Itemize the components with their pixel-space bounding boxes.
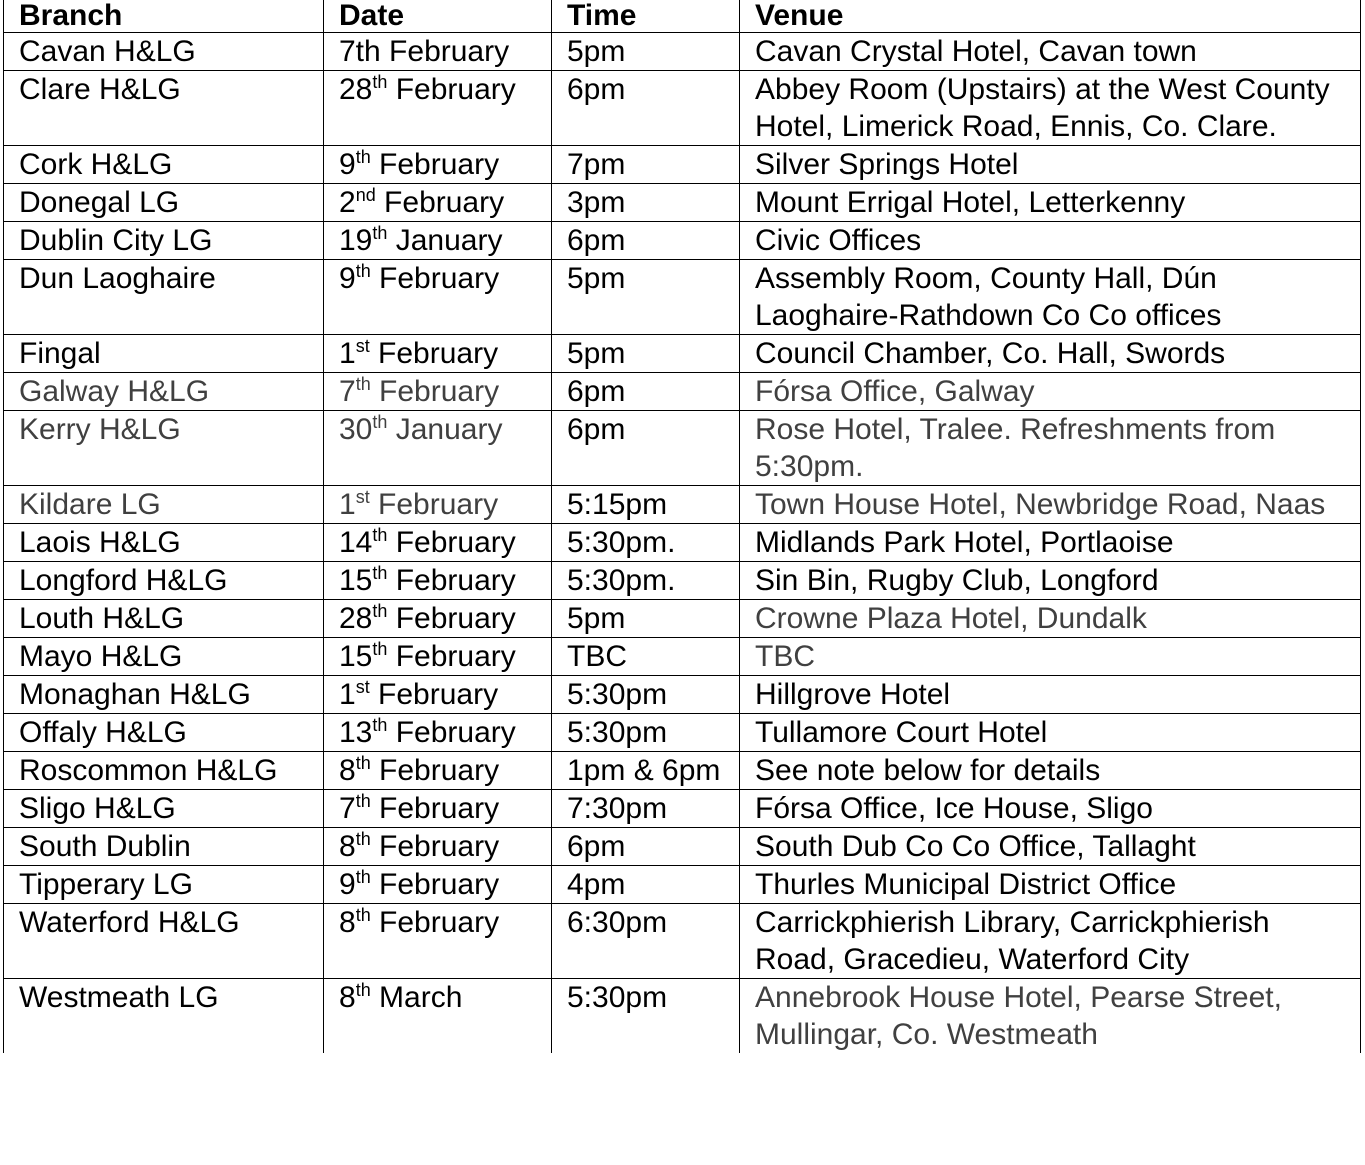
date-cell (324, 260, 552, 335)
table-row (4, 828, 1361, 866)
branch-cell: Kerry H&LG (4, 411, 324, 486)
date-month: February (370, 792, 500, 825)
date-cell (324, 828, 552, 866)
branch-cell: Longford H&LG (4, 562, 324, 600)
date-day: 1 (339, 337, 356, 370)
time-cell: TBC (552, 638, 740, 676)
time-cell: 4pm (552, 866, 740, 904)
date-ordinal: st (355, 336, 370, 356)
date-day: 15 (339, 640, 373, 673)
venue-cell: Cavan Crystal Hotel, Cavan town (740, 33, 1361, 71)
date-month: February (387, 564, 516, 597)
date-ordinal: th (355, 791, 371, 811)
date-ordinal: th (372, 223, 388, 243)
date-cell (324, 524, 552, 562)
date-month: February (369, 488, 499, 521)
branch-cell: Tipperary LG (4, 866, 324, 904)
branch-cell: Galway H&LG (4, 373, 324, 411)
date-day: 19 (339, 224, 373, 257)
date-month: February (369, 337, 499, 370)
time-cell: 7:30pm (552, 790, 740, 828)
table-row (4, 979, 1361, 1054)
venue-cell: South Dub Co Co Office, Tallaght (740, 828, 1361, 866)
date-cell (324, 33, 552, 71)
venue-cell: Town House Hotel, Newbridge Road, Naas (740, 486, 1361, 524)
branch-cell: Cavan H&LG (4, 33, 324, 71)
venue-cell: Midlands Park Hotel, Portlaoise (740, 524, 1361, 562)
date-day: 30 (339, 413, 373, 446)
time-cell: 5:30pm (552, 714, 740, 752)
table-row (4, 146, 1361, 184)
table-row (4, 676, 1361, 714)
table-row (4, 411, 1361, 486)
venue-cell: Abbey Room (Upstairs) at the West County Hotel, Limerick Road, Ennis, Co. Clare. (740, 71, 1361, 146)
branch-cell: Cork H&LG (4, 146, 324, 184)
branch-cell: Clare H&LG (4, 71, 324, 146)
time-cell: 5:15pm (552, 486, 740, 524)
branch-cell: Waterford H&LG (4, 904, 324, 979)
table-row (4, 904, 1361, 979)
header-branch: Branch (4, 0, 324, 33)
date-ordinal: th (355, 261, 371, 281)
date-cell (324, 752, 552, 790)
date-cell (324, 790, 552, 828)
time-cell: 6pm (552, 411, 740, 486)
date-day: 14 (339, 526, 373, 559)
date-day: 9 (339, 148, 356, 181)
time-cell: 1pm & 6pm (552, 752, 740, 790)
table-row (4, 33, 1361, 71)
date-cell (324, 411, 552, 486)
branch-cell: Louth H&LG (4, 600, 324, 638)
venue-cell: TBC (740, 638, 1361, 676)
date-ordinal: th (372, 412, 388, 432)
date-day: 7 (339, 792, 356, 825)
date-day: 28 (339, 602, 373, 635)
venue-cell: Tullamore Court Hotel (740, 714, 1361, 752)
venue-cell: Rose Hotel, Tralee. Refreshments from 5:30pm. (740, 411, 1361, 486)
date-month: March (370, 981, 463, 1014)
date-ordinal: st (355, 487, 370, 507)
table-row (4, 638, 1361, 676)
time-cell: 7pm (552, 146, 740, 184)
time-cell: 5pm (552, 600, 740, 638)
date-cell (324, 638, 552, 676)
venue-cell: Silver Springs Hotel (740, 146, 1361, 184)
date-month: February (387, 716, 516, 749)
date-day: 13 (339, 716, 373, 749)
date-day: 15 (339, 564, 373, 597)
date-ordinal: th (355, 374, 371, 394)
date-cell (324, 486, 552, 524)
date-month: February (387, 73, 516, 106)
time-cell: 6pm (552, 828, 740, 866)
branch-cell: Fingal (4, 335, 324, 373)
branch-cell: Kildare LG (4, 486, 324, 524)
table-row (4, 184, 1361, 222)
date-cell (324, 373, 552, 411)
date-month: February (387, 640, 516, 673)
branch-cell: Donegal LG (4, 184, 324, 222)
date-day: 2 (339, 186, 356, 219)
branch-cell: Roscommon H&LG (4, 752, 324, 790)
date-month: February (369, 678, 499, 711)
time-cell: 5:30pm (552, 676, 740, 714)
table-row (4, 790, 1361, 828)
venue-cell: Annebrook House Hotel, Pearse Street, Mullingar, Co. Westmeath (740, 979, 1361, 1054)
date-month: January (387, 224, 503, 257)
date-cell (324, 222, 552, 260)
date-ordinal: th (355, 753, 371, 773)
date-cell (324, 562, 552, 600)
date-ordinal: th (372, 525, 388, 545)
date-day: 8 (339, 830, 356, 863)
table-row (4, 222, 1361, 260)
branch-cell: Dublin City LG (4, 222, 324, 260)
header-date: Date (324, 0, 552, 33)
date-cell (324, 866, 552, 904)
date-cell (324, 714, 552, 752)
header-row (4, 0, 1361, 33)
venue-cell: Crowne Plaza Hotel, Dundalk (740, 600, 1361, 638)
time-cell: 5:30pm. (552, 524, 740, 562)
date-day: 7th (339, 35, 381, 68)
date-month: February (375, 186, 505, 219)
date-ordinal: th (372, 601, 388, 621)
date-month: February (370, 868, 500, 901)
branch-cell: Mayo H&LG (4, 638, 324, 676)
venue-cell: Sin Bin, Rugby Club, Longford (740, 562, 1361, 600)
date-ordinal: th (372, 715, 388, 735)
table-row (4, 486, 1361, 524)
branch-cell: Offaly H&LG (4, 714, 324, 752)
date-month: February (370, 148, 500, 181)
time-cell: 6pm (552, 222, 740, 260)
table-row (4, 524, 1361, 562)
venue-cell: Mount Errigal Hotel, Letterkenny (740, 184, 1361, 222)
venue-cell: Council Chamber, Co. Hall, Swords (740, 335, 1361, 373)
header-time: Time (552, 0, 740, 33)
date-month: February (370, 754, 500, 787)
date-month: February (370, 262, 500, 295)
date-ordinal: th (355, 147, 371, 167)
date-month: February (370, 906, 500, 939)
date-day: 28 (339, 73, 373, 106)
header-venue: Venue (740, 0, 1361, 33)
date-ordinal: th (355, 905, 371, 925)
date-day: 1 (339, 678, 356, 711)
table-row (4, 714, 1361, 752)
table-row (4, 335, 1361, 373)
time-cell: 6pm (552, 71, 740, 146)
branch-cell: Dun Laoghaire (4, 260, 324, 335)
date-day: 9 (339, 868, 356, 901)
date-month: February (380, 35, 510, 68)
table-row (4, 373, 1361, 411)
venue-cell: Civic Offices (740, 222, 1361, 260)
date-month: February (370, 830, 500, 863)
date-day: 8 (339, 906, 356, 939)
venue-cell: Fórsa Office, Ice House, Sligo (740, 790, 1361, 828)
time-cell: 6pm (552, 373, 740, 411)
table-row (4, 260, 1361, 335)
date-cell (324, 184, 552, 222)
date-day: 7 (339, 375, 356, 408)
time-cell: 5:30pm (552, 979, 740, 1054)
venue-cell: See note below for details (740, 752, 1361, 790)
time-cell: 5:30pm. (552, 562, 740, 600)
table-row (4, 71, 1361, 146)
time-cell: 5pm (552, 33, 740, 71)
date-ordinal: th (355, 980, 371, 1000)
date-ordinal: th (355, 829, 371, 849)
venue-cell: Hillgrove Hotel (740, 676, 1361, 714)
date-cell (324, 146, 552, 184)
branch-cell: South Dublin (4, 828, 324, 866)
date-cell (324, 71, 552, 146)
time-cell: 5pm (552, 260, 740, 335)
meetings-table (3, 0, 1361, 1053)
date-ordinal: th (372, 563, 388, 583)
time-cell: 3pm (552, 184, 740, 222)
table-row (4, 600, 1361, 638)
date-cell (324, 979, 552, 1054)
branch-cell: Laois H&LG (4, 524, 324, 562)
date-month: January (387, 413, 503, 446)
branch-cell: Monaghan H&LG (4, 676, 324, 714)
date-day: 8 (339, 754, 356, 787)
table-row (4, 866, 1361, 904)
venue-cell: Carrickphierish Library, Carrickphierish Road, Gracedieu, Waterford City (740, 904, 1361, 979)
date-cell (324, 600, 552, 638)
date-ordinal: st (355, 677, 370, 697)
branch-cell: Westmeath LG (4, 979, 324, 1054)
date-cell (324, 335, 552, 373)
venue-cell: Thurles Municipal District Office (740, 866, 1361, 904)
branch-cell: Sligo H&LG (4, 790, 324, 828)
date-ordinal: th (372, 639, 388, 659)
table-row (4, 752, 1361, 790)
date-month: February (387, 602, 516, 635)
table-row (4, 562, 1361, 600)
date-day: 1 (339, 488, 356, 521)
date-ordinal: th (372, 72, 388, 92)
time-cell: 6:30pm (552, 904, 740, 979)
date-ordinal: th (355, 867, 371, 887)
date-cell (324, 676, 552, 714)
venue-cell: Assembly Room, County Hall, Dún Laoghaire-Rathdown Co Co offices (740, 260, 1361, 335)
date-month: February (387, 526, 516, 559)
date-day: 8 (339, 981, 356, 1014)
time-cell: 5pm (552, 335, 740, 373)
date-ordinal: nd (355, 185, 376, 205)
venue-cell: Fórsa Office, Galway (740, 373, 1361, 411)
date-cell (324, 904, 552, 979)
date-month: February (370, 375, 500, 408)
date-day: 9 (339, 262, 356, 295)
